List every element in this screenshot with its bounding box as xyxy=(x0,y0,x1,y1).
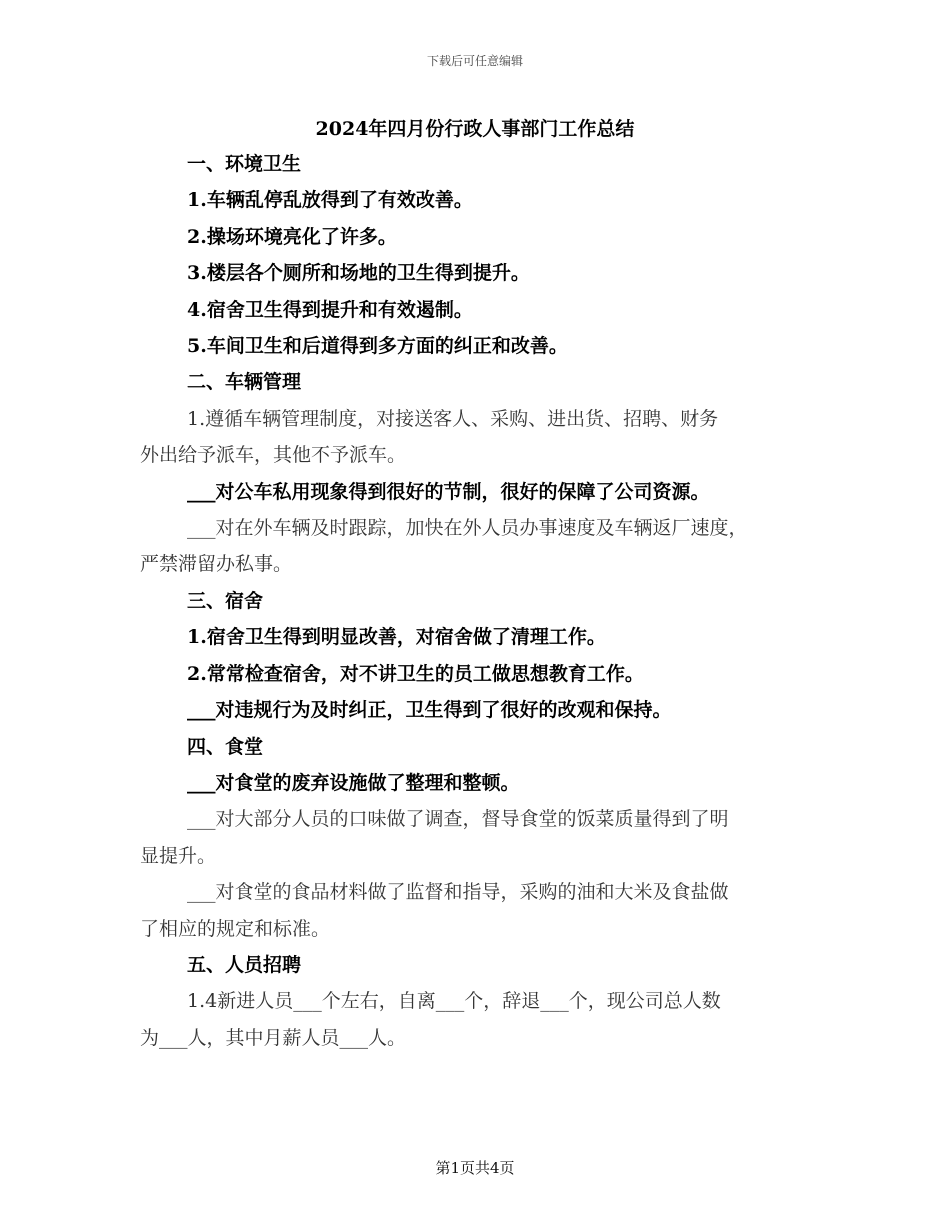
list-item: 3.楼层各个厕所和场地的卫生得到提升。 xyxy=(187,262,530,285)
paragraph-line: ___对在外车辆及时跟踪，加快在外人员办事速度及车辆返厂速度， xyxy=(187,517,748,540)
section-heading-vehicle: 二、车辆管理 xyxy=(187,371,302,394)
list-item: 5.车间卫生和后道得到多方面的纠正和改善。 xyxy=(187,335,568,358)
page-number: 第1页共4页 xyxy=(435,1159,515,1177)
list-item: 4.宿舍卫生得到提升和有效遏制。 xyxy=(187,298,473,321)
paragraph-line: ___对公车私用现象得到很好的节制，很好的保障了公司资源。 xyxy=(187,480,710,503)
paragraph-line: 1.4新进人员___个左右，自离___个，辞退___个，现公司总人数 xyxy=(187,990,721,1013)
paragraph-line: ___对大部分人员的口味做了调查，督导食堂的饭菜质量得到了明 xyxy=(187,808,729,831)
paragraph-line: 为___人，其中月薪人员___人。 xyxy=(140,1026,407,1049)
section-heading-dorm: 三、宿舍 xyxy=(187,589,264,612)
page-title: 2024年四月份行政人事部门工作总结 xyxy=(315,118,635,140)
paragraph-line: ___对食堂的食品材料做了监督和指导，采购的油和大米及食盐做 xyxy=(187,881,729,904)
list-item: 1.宿舍卫生得到明显改善，对宿舍做了清理工作。 xyxy=(187,626,606,649)
paragraph-line: 了相应的规定和标准。 xyxy=(140,917,331,940)
paragraph-line: 严禁滞留办私事。 xyxy=(140,553,293,576)
document-body xyxy=(140,146,830,1056)
header-note: 下载后可任意编辑 xyxy=(426,54,523,68)
list-item: 1.车辆乱停乱放得到了有效改善。 xyxy=(187,189,473,212)
section-heading-environment: 一、环境卫生 xyxy=(187,153,302,175)
list-item: ___对违规行为及时纠正，卫生得到了很好的改观和保持。 xyxy=(187,699,672,722)
list-item: 2.操场环境亮化了许多。 xyxy=(187,225,397,248)
paragraph-line: 1.遵循车辆管理制度，对接送客人、采购、进出货、招聘、财务 xyxy=(187,407,719,430)
paragraph-line: ___对食堂的废弃设施做了整理和整顿。 xyxy=(187,771,520,794)
paragraph-line: 显提升。 xyxy=(140,844,217,867)
section-heading-canteen: 四、食堂 xyxy=(187,735,264,758)
paragraph-line: 外出给予派车，其他不予派车。 xyxy=(140,444,407,467)
section-heading-recruitment: 五、人员招聘 xyxy=(187,953,302,976)
list-item: 2.常常检查宿舍，对不讲卫生的员工做思想教育工作。 xyxy=(187,662,644,685)
